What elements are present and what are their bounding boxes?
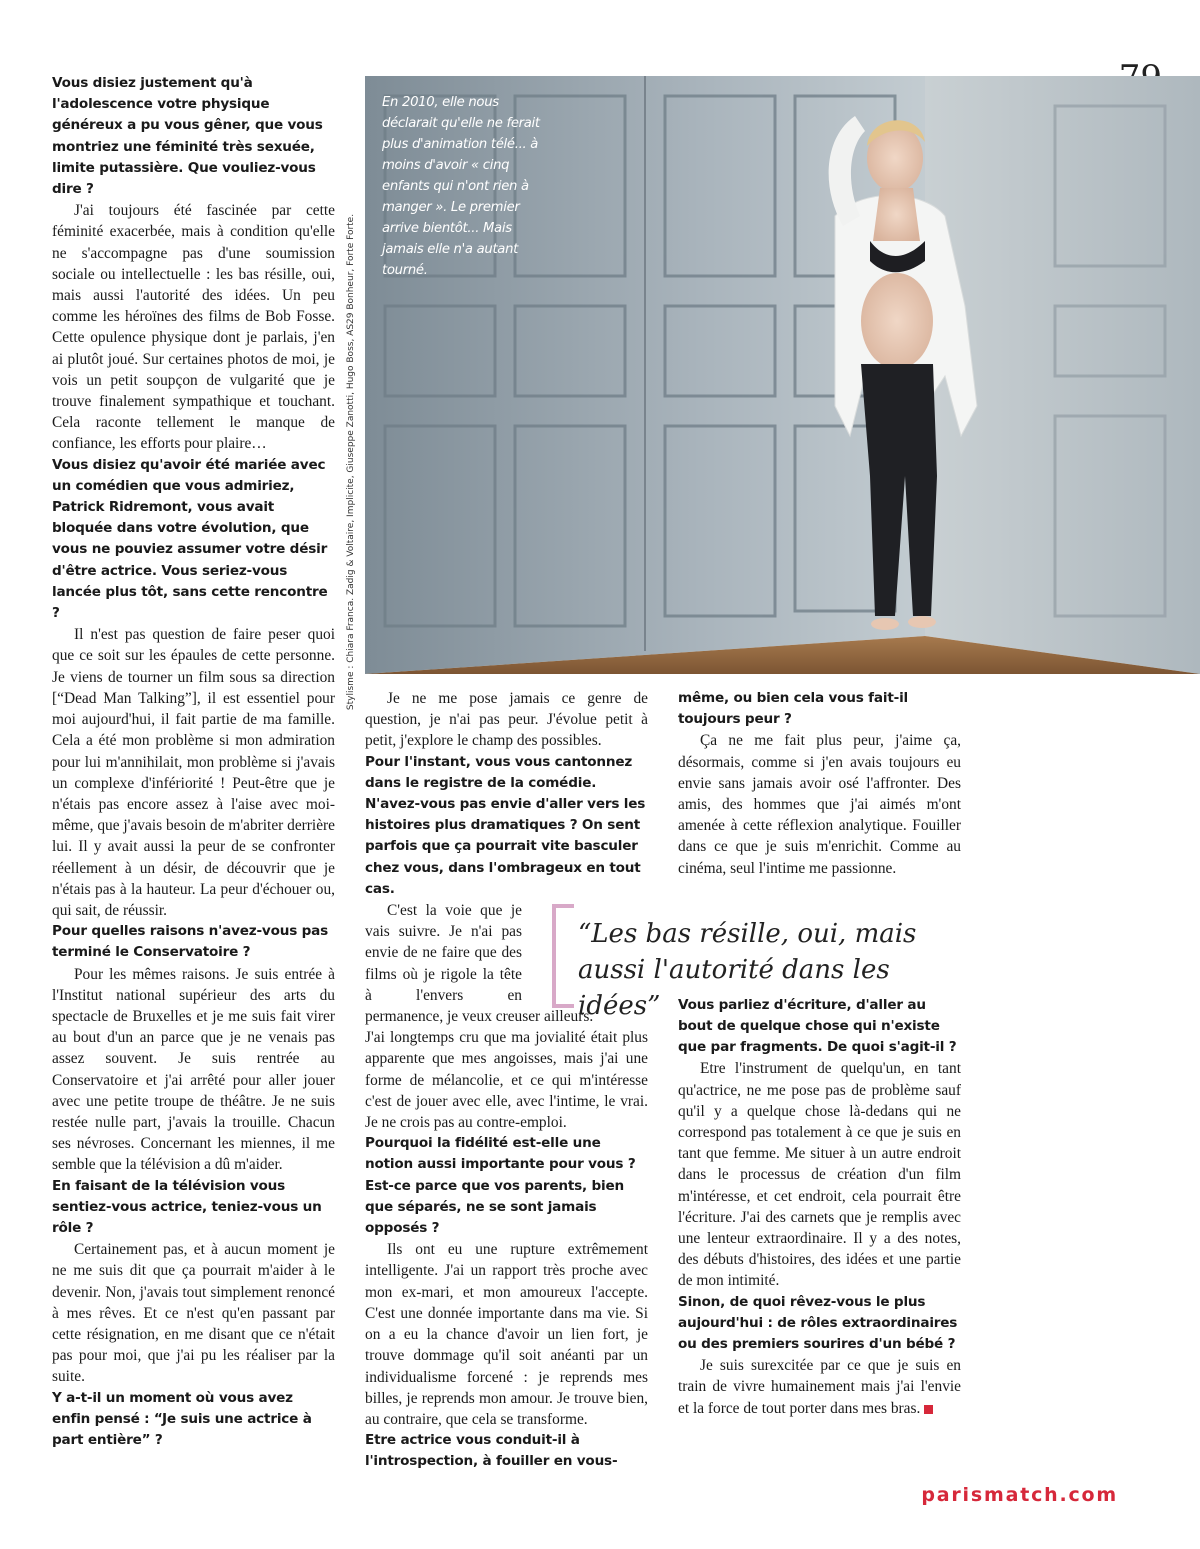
question: Vous parliez d'écriture, d'aller au bout de quelque chose qui n'existe que par fragments. De quoi s'agit-il ?: [678, 996, 957, 1056]
end-square-icon: [924, 1405, 933, 1414]
answer: Pour les mêmes raisons. Je suis entrée à l'Institut national supérieur des arts du spectacle de Bruxelles et je me suis fait virer au bout d'un an parce que je ne venais pas assez souvent. Je suis rentrée au Conservatoire et j'ai arrêté pour aller jouer avec une petite troupe de théâtre. Je ne suis restée nulle part, j'avais la trouille. Chacun ses névroses. Concernant les miennes, il me semble que la télévision a dû m'aider.: [52, 965, 335, 1174]
answer: Certainement pas, et à aucun moment je ne me suis dit que ça pourrait m'aider à le devenir. Non, j'avais tout simplement renoncé à mes rêves. Et ce n'est qu'en passant par cette résignation, en me disant que ce n'était pas pour moi, que j'ai pu les réaliser par la suite.: [52, 1241, 335, 1386]
question: Sinon, de quoi rêvez-vous le plus aujourd'hui : de rôles extraordinaires ou des premiers sourires d'un bébé ?: [678, 1293, 958, 1353]
answer-text: Je suis surexcitée par ce que je suis en train de vivre humainement mais j'ai l'envie et la force de tout porter dans mes bras.: [678, 1357, 961, 1417]
question: Pour l'instant, vous vous cantonnez dans le registre de la comédie. N'avez-vous pas envie d'aller vers les histoires plus dramatiques ? On sent parfois que ça pourrait vite basculer chez vous, dans l'ombrageux en tout cas.: [365, 753, 646, 897]
question: Pourquoi la fidélité est-elle une notion aussi importante pour vous ? Est-ce parce que vos parents, bien que séparés, ne se sont jamais opposés ?: [365, 1135, 636, 1237]
footer-url[interactable]: parismatch.com: [921, 1484, 1118, 1506]
photo-caption: En 2010, elle nous déclarait qu'elle ne ferait plus d'animation télé... à moins d'avoir « cinq enfants qui n'ont rien à manger ». Le premier arrive bientôt... Mais jamais elle n'a autant tourné.: [382, 95, 540, 278]
column-2: [365, 688, 648, 1473]
question: Etre actrice vous conduit-il à l'introspection, à fouiller en vous-: [365, 1432, 618, 1470]
answer: Etre l'instrument de quelqu'un, en tant qu'actrice, ne me pose pas de problème sauf qu'il y a quelque chose là-dedans qui ne correspond pas totalement à ce que je suis en tant que femme. Me situer à un autre endroit dans le processus de création d'un film m'intéresse, et cet endroit, cela pourrait être l'écriture. J'ai des carnets que je remplis avec une lenteur extraordinaire. Il y a des notes, des débuts d'histoires, des idées et une partie de mon intimité.: [678, 1060, 961, 1290]
question: Vous disiez qu'avoir été mariée avec un comédien que vous admiriez, Patrick Ridremont, vous avait bloquée dans votre évolution, que vous ne pouviez assumer votre désir d'être actrice. Vous seriez-vous lancée plus tôt, sans cette rencontre ?: [52, 456, 328, 622]
question: Vous disiez justement qu'à l'adolescence votre physique généreux a pu vous gêner, que vous montriez une féminité très sexuée, limite putassière. Que vouliez-vous dire ?: [52, 75, 323, 198]
answer-final: [678, 1355, 961, 1419]
answer: Ça ne me fait plus peur, j'aime ça, désormais, comme si j'en avais toujours eu envie sans jamais avoir osé l'affronter. Des amis, des hommes que j'ai aimés m'ont amenée à cette réflexion analytique. Fouiller dans ce que je suis m'enrichit. Comme au cinéma, seul l'intime me passionne.: [678, 732, 961, 877]
photo-credit: Stylisme : Chiara Franca. Zadig & Voltaire, Implicite, Giuseppe Zanotti, Hugo Boss, AS29 Bonheur, Forte Forte.: [346, 213, 356, 711]
pull-quote: “Les bas résille, oui, mais aussi l'autorité dans les idées”: [578, 919, 917, 1021]
bracket-icon: [552, 904, 574, 1008]
answer: Ils ont eu une rupture extrêmement intelligente. J'ai un rapport très proche avec mon ex-mari, et mon amoureux l'accepte. C'est une donnée importante dans ma vie. Si on a eu la chance d'avoir un lien fort, je trouve dommage qu'il soit anéanti par un individualisme forcené : je reprends mes billes, je reprends mon amour. Je trouve bien, au contraire, que cela se transforme.: [365, 1241, 648, 1428]
question: même, ou bien cela vous fait-il toujours peur ?: [678, 690, 908, 728]
answer: Je ne me pose jamais ce genre de question, je n'ai pas peur. J'évolue petit à petit, j'explore le champ des possibles.: [365, 690, 648, 750]
question: Pour quelles raisons n'avez-vous pas terminé le Conservatoire ?: [52, 923, 329, 961]
answer: J'ai toujours été fascinée par cette féminité exacerbée, mais à condition qu'elle ne s'accompagne pas d'une soumission sociale ou intellectuelle : les bas résille, oui, mais aussi l'autorité des idées. Un peu comme les héroïnes des films de Bob Fosse. Cette opulence physique dont je parlais, j'en ai plutôt joué. Sur certaines photos de moi, je vois un petit soupçon de vulgarité que je trouve finalement sympathique et touchant. Cela raconte tellement le manque de confiance, les efforts pour plaire…: [52, 202, 335, 453]
answer: Il n'est pas question de faire peser quoi que ce soit sur les épaules de cette personne. Je viens de tourner un film sous sa direction [“Dead Man Talking”], il est essentiel pour moi aujourd'hui, il fait partie de ma famille. Cela a été mon problème si mon admiration pour lui m'annihilait, mon problème si j'avais un complexe d'infériorité ! Peut-être que je n'étais pas encore assez à l'aise avec moi-même, que j'avais besoin de m'abriter derrière lui. Il y avait aussi la peur de se confronter réellement à un désir, de découvrir que je n'étais pas à la hauteur. La peur d'échouer ou, qui sait, de réussir.: [52, 626, 335, 919]
answer: J'ai longtemps cru que ma jovialité était plus apparente que mes angoisses, mais j'ai une forme de mélancolie, et ce qui m'intéresse c'est de jouer avec elle, avec l'intime, le vrai. Je ne crois pas au contre-emploi.: [365, 1029, 648, 1132]
question: En faisant de la télévision vous sentiez-vous actrice, teniez-vous un rôle ?: [52, 1177, 322, 1236]
column-3: [678, 688, 961, 1419]
answer: C'est la voie que je vais suivre. Je n'ai pas envie de ne faire que des films où je rigole la tête à l'envers en permanence, je veux creuser ailleurs.: [365, 902, 594, 1026]
question: Y a-t-il un moment où vous avez enfin pensé : “Je suis une actrice à part entière” ?: [52, 1389, 312, 1448]
column-1: [52, 73, 335, 1451]
